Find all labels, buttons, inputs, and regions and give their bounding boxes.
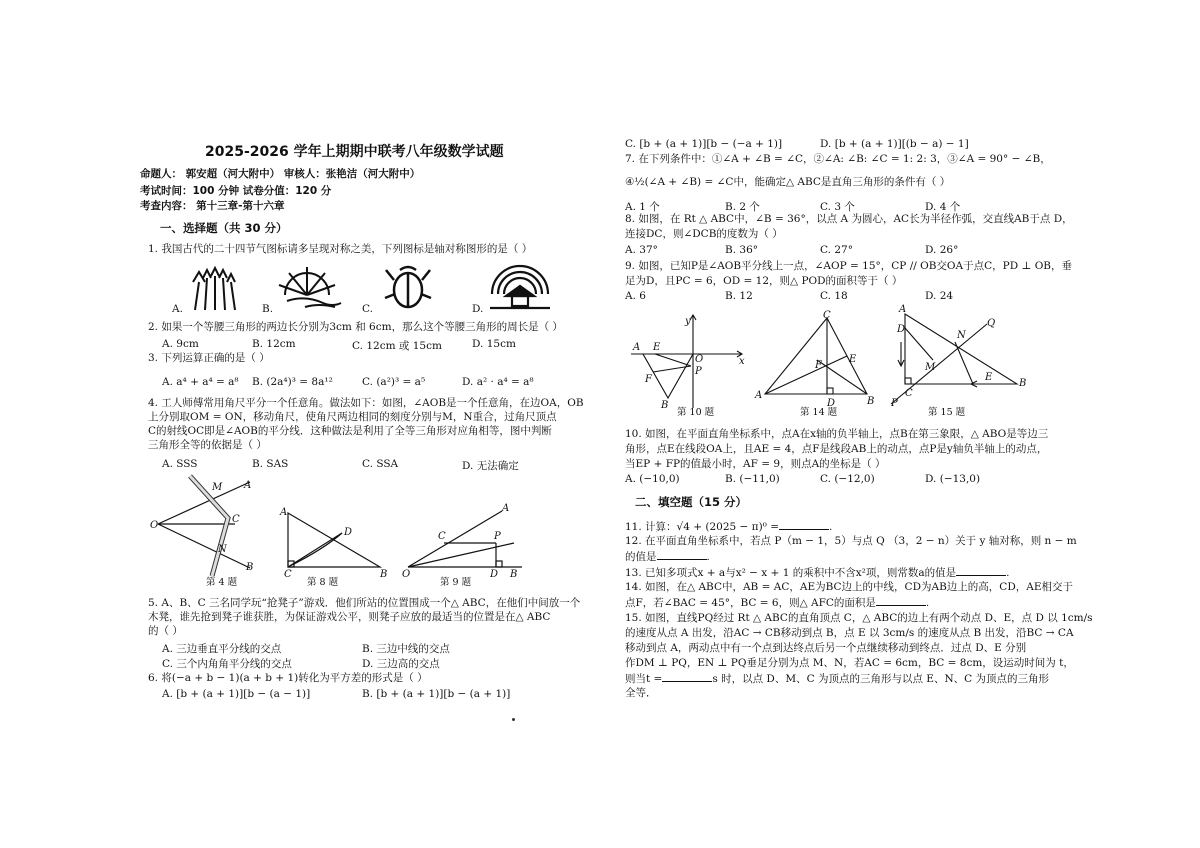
q8-option-b: B. 36° [725,244,759,256]
q10-option-c: C. (−12,0) [820,473,875,485]
q10-line-2: 角形，点E在线段OA上，且AE = 4，点F是线段AB上的动点，点P是y轴负半轴上的动点， [625,443,1048,455]
q11-line [625,520,832,534]
svg-text:C: C [823,310,831,321]
svg-text:B: B [246,562,254,573]
q3-option-a: A. a⁴ + a⁴ = a⁸ [162,376,239,388]
q12-end: . [706,551,710,563]
figure-14 [755,312,875,407]
q4-option-d: D. 无法确定 [462,460,519,472]
q13-end: . [1006,567,1010,579]
q14-text: 点F，若∠BAC = 45°，BC = 6，则△ AFC的面积是 [625,597,876,609]
svg-text:E: E [985,372,993,383]
q8-option-a: A. 37° [625,244,658,256]
q9-line-1: 9. 如图，已知P是∠AOB平分线上一点，∠AOP = 15°，CP // OB交OA于点C，PD ⊥ OB，垂 [625,260,1073,272]
q9-line-2: 足为D，且PC = 6，OD = 12，则△ POD的面积等于（ ） [625,275,903,287]
q4-line-4: 三角形全等的依据是（ ） [148,439,267,451]
q15-answer-blank[interactable] [662,672,712,682]
q6-option-b: B. [b + (a + 1)][b − (a + 1)] [362,688,511,700]
q14-line-2 [625,596,929,610]
q3-option-b: B. (2a⁴)³ = 8a¹² [252,376,333,388]
svg-text:C: C [232,514,240,525]
svg-text:E: E [653,342,661,353]
svg-text:A: A [502,503,510,514]
svg-text:F: F [645,374,652,385]
solar-term-icon-b [275,265,345,310]
svg-text:B: B [1019,378,1027,389]
section-fill-heading: 二、填空题（15 分） [635,495,748,509]
q11-end: . [829,521,833,533]
svg-text:D: D [490,569,499,580]
q13-answer-blank[interactable] [956,566,1006,576]
q8-option-d: D. 26° [925,244,959,256]
q9-option-d: D. 24 [925,290,954,302]
svg-text:B: B [661,400,669,411]
q5-line-3: 的（ ） [148,625,183,637]
q2-option-b: B. 12cm [252,338,296,350]
solar-term-icon-c [383,262,433,312]
q12-text: 的值是 [625,551,657,563]
svg-text:A: A [755,390,763,401]
q6-option-d: D. [b + (a + 1)][(b − a) − 1] [820,138,969,150]
svg-text:C: C [284,569,292,580]
q5-option-d: D. 三边高的交点 [362,658,440,670]
q8-option-c: C. 27° [820,244,853,256]
q15-line-6: 全等． [625,687,657,699]
svg-text:C: C [438,531,446,542]
exam-title: 2025-2026 学年上期期中联考八年级数学试题 [205,144,504,160]
q9-option-b: B. 12 [725,290,753,302]
q3-stem: 3. 下列运算正确的是（ ） [148,352,270,364]
caption-fig-8: 第 8 题 [307,577,339,588]
svg-text:O: O [695,354,704,365]
q6-option-c: C. [b + (a + 1)][b − (−a + 1)] [625,138,783,150]
svg-text:P: P [494,531,501,542]
svg-text:y: y [685,316,691,327]
q15-line-4: 作DM ⊥ PQ，EN ⊥ PQ垂足分别为点 M、N，若AC = 6cm，BC = 8cm，设运动时间为 t， [625,657,1074,669]
q1-option-a: A. [172,303,183,315]
svg-text:O: O [150,520,159,531]
q5-option-a: A. 三边垂直平分线的交点 [162,643,282,655]
q2-option-a: A. 9cm [162,338,199,350]
q1-option-c: C. [362,303,373,315]
time-score-line: 考试时间：100 分钟 试卷分值：120 分 [140,185,332,197]
q11-text: 11. 计算：√4 + (2025 − π)⁰ = [625,521,780,533]
q7-option-a: A. 1 个 [625,201,660,213]
caption-fig-10: 第 10 题 [677,407,715,418]
q1-option-b: B. [262,303,274,315]
q1-stem: 1. 我国古代的二十四节气图标请多呈现对称之美，下列图标是轴对称图形的是（ ） [148,243,533,255]
svg-text:E: E [849,354,857,365]
svg-text:P: P [891,398,898,409]
q5-line-1: 5. A、B、C 三名同学玩“抢凳子”游戏．他们所站的位置围成一个△ ABC，在他们中间放一个 [148,597,581,609]
q15-tail: s 时，以点 D、M、C 为顶点的三角形与以点 E、N、C 为顶点的三角形 [712,673,1050,685]
q4-option-c: C. SSA [362,458,399,470]
svg-text:B: B [510,569,518,580]
q15-line-5 [625,672,1049,686]
q9-option-c: C. 18 [820,290,848,302]
q4-line-2: 上分别取OM = ON，移动角尺，使角尺两边相同的刻度分别与M，N重合，过角尺顶点 [148,411,557,423]
svg-text:A: A [633,342,641,353]
q10-line-1: 10. 如图，在平面直角坐标系中，点A在x轴的负半轴上，点B在第三象限，△ ABO是等边三 [625,428,1049,440]
svg-text:A: A [280,507,288,518]
svg-text:F: F [815,360,822,371]
q10-option-b: B. (−11,0) [725,473,780,485]
q15-text: 则当t = [625,673,663,685]
q3-option-d: D. a² · a⁴ = a⁸ [462,376,534,388]
q4-option-a: A. SSS [162,458,198,470]
q4-option-b: B. SAS [252,458,289,470]
q6-option-a: A. [b + (a + 1)][b − (a − 1)] [162,688,311,700]
q8-line-1: 8. 如图，在 Rt △ ABC中，∠B = 36°，以点 A 为圆心，AC长为半径作弧，交直线AB于点 D， [625,213,1073,225]
q7-line-2: ④½(∠A + ∠B) = ∠C中，能确定△ ABC是直角三角形的条件有（ ） [625,176,951,188]
q13-text: 13. 已知多项式x + a与x² − x + 1 的乘积中不含x²项，则常数a的值是 [625,567,957,579]
q2-option-c: C. 12cm 或 15cm [352,340,442,352]
q7-option-c: C. 3 个 [820,201,855,213]
q7-option-b: B. 2 个 [725,201,760,213]
svg-text:P: P [695,366,702,377]
solar-term-icon-d [488,262,553,312]
solar-term-icon-a [185,268,240,313]
q1-option-d: D. [472,303,484,315]
caption-fig-15: 第 15 题 [928,407,966,418]
q12-line-1: 12. 在平面直角坐标系中，若点 P（m − 1，5）与点 Q （3，2 − n）关于 y 轴对称，则 n − m [625,535,1077,547]
q14-end: . [925,597,930,609]
svg-text:A: A [899,304,907,315]
q15-line-3: 移动到点 A，两动点中有一个点到达终点后另一个点继续移动到终点．过点 D、E 分别 [625,642,1027,654]
q14-line-1: 14. 如图，在△ ABC中，AB = AC，AE为BC边上的中线，CD为AB边上的高，CD，AE相交于 [625,581,1074,593]
figure-10 [631,310,751,410]
svg-text:M: M [212,482,223,493]
scope-line: 考查内容： 第十三章-第十六章 [140,200,285,212]
svg-text:D: D [827,398,836,409]
svg-text:B: B [867,396,875,407]
q10-option-d: D. (−13,0) [925,473,981,485]
q15-line-2: 的速度从点 A 出发，沿AC → CB移动到点 B，点 E 以 3cm/s 的速度从点 B 出发，沿BC → CA [625,627,1074,639]
caption-fig-9: 第 9 题 [440,577,472,588]
q3-option-c: C. (a²)³ = a⁵ [362,376,426,388]
svg-text:M: M [925,362,936,373]
svg-text:x: x [739,356,745,367]
q5-option-c: C. 三个内角角平分线的交点 [162,658,292,670]
svg-text:D: D [344,527,353,538]
svg-text:B: B [380,569,388,580]
q2-stem: 2. 如果一个等腰三角形的两边长分别为3cm 和 6cm，那么这个等腰三角形的周长是（ ） [148,321,563,333]
svg-text:D: D [897,324,906,335]
q2-option-d: D. 15cm [472,338,516,350]
section-choice-heading: 一、选择题（共 30 分） [160,221,288,235]
q8-line-2: 连接DC，则∠DCB的度数为（ ） [625,228,783,240]
q15-line-1: 15. 如图，直线PQ经过 Rt △ ABC的直角顶点 C，△ ABC的边上有两个动点 D、E，点 D 以 1cm/s [625,612,1093,624]
q5-line-2: 木凳，谁先抢到凳子谁获胜，为保证游戏公平，则凳子应放的最适当的位置是在△ ABC [148,611,551,623]
q14-answer-blank[interactable] [876,596,926,606]
svg-text:N: N [957,330,966,341]
figure-4 [150,472,260,580]
page-dot [512,718,515,721]
caption-fig-4: 第 4 题 [206,577,238,588]
q12-line-2 [625,550,710,564]
caption-fig-14: 第 14 题 [800,407,838,418]
q13-line [625,566,1009,580]
q5-option-b: B. 三边中线的交点 [362,643,450,655]
q4-line-3: C的射线OC即是∠AOB的平分线．这种做法是利用了全等三角形对应角相等，图中判断 [148,425,552,437]
svg-text:C: C [905,388,913,399]
q10-option-a: A. (−10,0) [625,473,680,485]
q7-line-1: 7. 在下列条件中：①∠A + ∠B = ∠C，②∠A: ∠B: ∠C = 1: 2: 3，③∠A = 90° − ∠B， [625,153,1051,165]
svg-text:O: O [402,569,411,580]
q6-stem: 6. 将(−a + b − 1)(a + b + 1)转化为平方差的形式是（ ） [148,672,428,684]
q10-line-3: 当EP + FP的值最小时，AF = 9，则点A的坐标是（ ） [625,458,886,470]
q12-answer-blank[interactable] [657,550,707,560]
svg-text:A: A [244,480,252,491]
svg-text:N: N [218,544,227,555]
svg-text:Q: Q [987,318,996,329]
q9-option-a: A. 6 [625,290,646,302]
figure-15 [891,304,1041,409]
figure-9 [402,503,532,580]
q4-line-1: 4. 工人师傅常用角尺平分一个任意角。做法如下：如图，∠AOB是一个任意角，在边OA，OB [148,397,584,409]
figure-8 [280,505,390,580]
author-line: 命题人： 郭安超（河大附中） 审核人：张艳洁（河大附中） [140,168,421,180]
q11-answer-blank[interactable] [779,520,829,530]
q7-option-d: D. 4 个 [925,201,961,213]
